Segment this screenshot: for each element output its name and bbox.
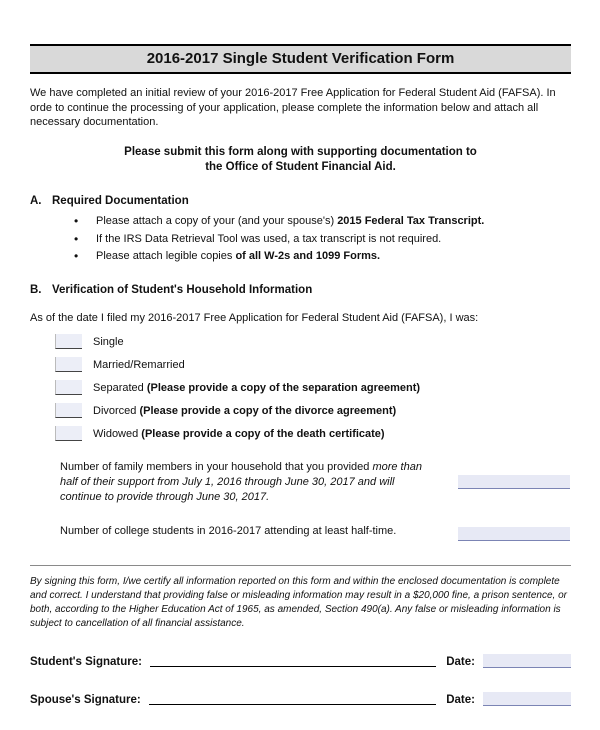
list-item: [72, 232, 571, 248]
college-students-question: [60, 524, 571, 541]
section-b-letter: B.: [30, 284, 42, 297]
submit-instruction-line2: the Office of Student Financial Aid.: [205, 161, 396, 174]
list-item-text: Please attach legible copies: [96, 250, 236, 263]
option-label: Widowed (Please provide a copy of the death certificate): [93, 427, 385, 440]
section-a-letter: A.: [30, 194, 42, 207]
intro-paragraph: We have completed an initial review of your 2016-2017 Free Application for Federal Student Aid (FAFSA). In orde to continue the processing of your application, please complete the information below and attach all necessary documentation.: [30, 87, 556, 129]
required-documentation-list: [72, 214, 571, 266]
section-b-title: Verification of Student's Household Information: [52, 284, 313, 297]
bullet-icon: •: [74, 231, 79, 246]
option-label: Divorced (Please provide a copy of the divorce agreement): [93, 404, 397, 417]
spouse-signature-row: [30, 692, 571, 706]
marital-option-divorced: [55, 403, 571, 418]
spouse-signature-label: Spouse's Signature:: [30, 694, 141, 707]
family-members-blank[interactable]: [458, 475, 570, 489]
form-title-bar: [30, 44, 571, 74]
section-a-title: Required Documentation: [52, 194, 189, 207]
student-signature-row: [30, 654, 571, 668]
submit-instruction: [30, 145, 571, 176]
section-a-heading: [30, 195, 571, 207]
option-label: Single: [93, 335, 124, 348]
bullet-icon: •: [74, 213, 79, 228]
family-members-question: [60, 460, 571, 506]
list-item-text: Please attach a copy of your (and your spouse's): [96, 214, 338, 227]
marital-option-widowed: [55, 426, 571, 441]
marital-option-single: [55, 334, 571, 349]
student-date-blank[interactable]: [483, 654, 571, 668]
list-item: [72, 249, 571, 265]
checkbox-blank[interactable]: [55, 403, 82, 418]
form-title: 2016-2017 Single Student Verification Form: [146, 50, 455, 67]
college-students-blank[interactable]: [458, 527, 570, 541]
bullet-icon: •: [74, 249, 79, 264]
spouse-signature-line[interactable]: [149, 692, 437, 705]
college-students-text: Number of college students in 2016-2017 attending at least half-time.: [60, 525, 397, 538]
list-item-bold-text: 2015 Federal Tax Transcript.: [337, 214, 485, 227]
checkbox-blank[interactable]: [55, 357, 82, 372]
certification-text: By signing this form, I/we certify all information reported on this form and within the enclosed documentation is complete and correct. I understand that providing false or misleading information may result in a $20,000 fine, a prison sentence, or both, according to the Higher Education Act of 1965, as amended, Section 490(a). Any false or misleading information is subject to cancellation of all financial assistance.: [30, 565, 571, 630]
checkbox-blank[interactable]: [55, 426, 82, 441]
spouse-date-blank[interactable]: [483, 692, 571, 706]
date-label: Date:: [446, 694, 475, 707]
family-members-text: Number of family members in your household that you provided more than half of their support from July 1, 2016 through June 30, 2017 and will continue to provide through June 30, 2017.: [60, 460, 422, 504]
date-label: Date:: [446, 656, 475, 669]
section-b-heading: [30, 284, 571, 296]
option-label: Separated (Please provide a copy of the separation agreement): [93, 381, 421, 394]
list-item-text: If the IRS Data Retrieval Tool was used, a tax transcript is not required.: [96, 232, 442, 245]
marital-option-separated: [55, 380, 571, 395]
checkbox-blank[interactable]: [55, 380, 82, 395]
checkbox-blank[interactable]: [55, 334, 82, 349]
student-signature-label: Student's Signature:: [30, 656, 142, 669]
student-signature-line[interactable]: [150, 654, 436, 667]
submit-instruction-line1: Please submit this form along with supporting documentation to: [124, 145, 477, 158]
marital-option-married: [55, 357, 571, 372]
list-item: [72, 214, 571, 230]
marital-status-lead: As of the date I filed my 2016-2017 Free Application for Federal Student Aid (FAFSA), I was:: [30, 312, 479, 325]
marital-status-options: [55, 334, 571, 441]
list-item-bold-text: of all W-2s and 1099 Forms.: [235, 250, 381, 263]
option-label: Married/Remarried: [93, 358, 185, 371]
